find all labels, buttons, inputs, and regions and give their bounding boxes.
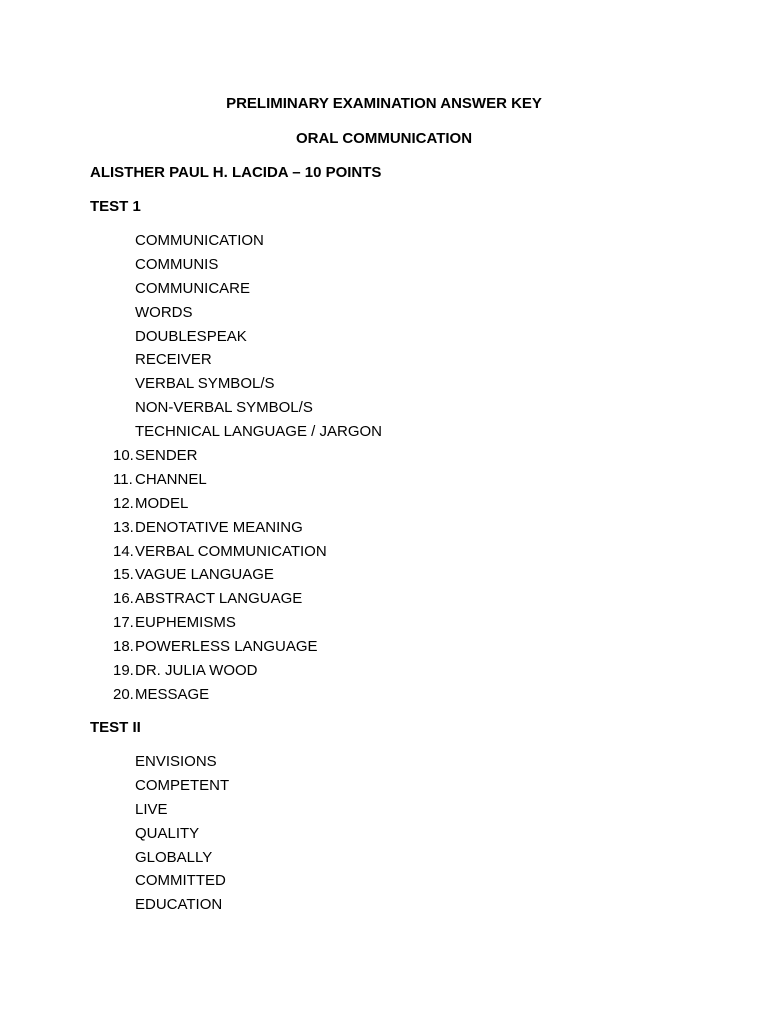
answer-text: VERBAL SYMBOL/S [135,375,275,393]
answer-text: SENDER [135,447,198,465]
author-line: ALISTHER PAUL H. LACIDA – 10 POINTS [90,164,382,181]
answer-text: WORDS [135,303,193,321]
answer-number: 17. [113,614,134,632]
answer-text: ENVISIONS [135,753,217,770]
answer-text: DOUBLESPEAK [135,327,247,345]
answer-number: 16. [113,590,134,608]
answer-text: COMMITTED [135,872,226,890]
answer-text: VAGUE LANGUAGE [135,566,274,584]
answer-number: 13. [113,518,134,536]
answer-text: CHANNEL [135,470,207,488]
answer-number: 20. [113,685,134,703]
answer-text: POWERLESS LANGUAGE [135,638,318,656]
answer-text: EDUCATION [135,896,223,914]
answer-number: 15. [113,566,134,584]
answer-number: 19. [113,662,134,680]
answer-text: NON-VERBAL SYMBOL/S [135,399,313,417]
answer-text: EUPHEMISMS [135,614,236,632]
test1-heading: TEST 1 [90,198,141,215]
answer-text: LIVE [135,800,168,818]
document-subtitle: ORAL COMMUNICATION [295,130,473,147]
answer-text: COMMUNICATION [135,232,264,249]
answer-text: RECEIVER [135,351,212,369]
answer-text: DR. JULIA WOOD [135,662,258,680]
answer-text: MODEL [135,494,189,512]
answer-text: MESSAGE [135,685,210,703]
document-title: PRELIMINARY EXAMINATION ANSWER KEY [226,95,542,112]
answer-number: 10. [113,447,134,465]
answer-text: TECHNICAL LANGUAGE / JARGON [135,423,382,441]
answer-text: COMPETENT [135,776,230,794]
answer-text: COMMUNIS [135,255,219,273]
answer-number: 11. [113,470,133,488]
answer-text: DENOTATIVE MEANING [135,518,303,536]
answer-number: 14. [113,542,134,560]
answer-number: 18. [113,638,134,656]
answer-number: 12. [113,494,134,512]
answer-text: VERBAL COMMUNICATION [135,542,327,560]
answer-text: QUALITY [135,824,200,842]
test2-heading: TEST II [90,719,141,736]
answer-text: GLOBALLY [135,848,213,866]
answer-text: ABSTRACT LANGUAGE [135,590,303,608]
answer-text: COMMUNICARE [135,279,250,297]
